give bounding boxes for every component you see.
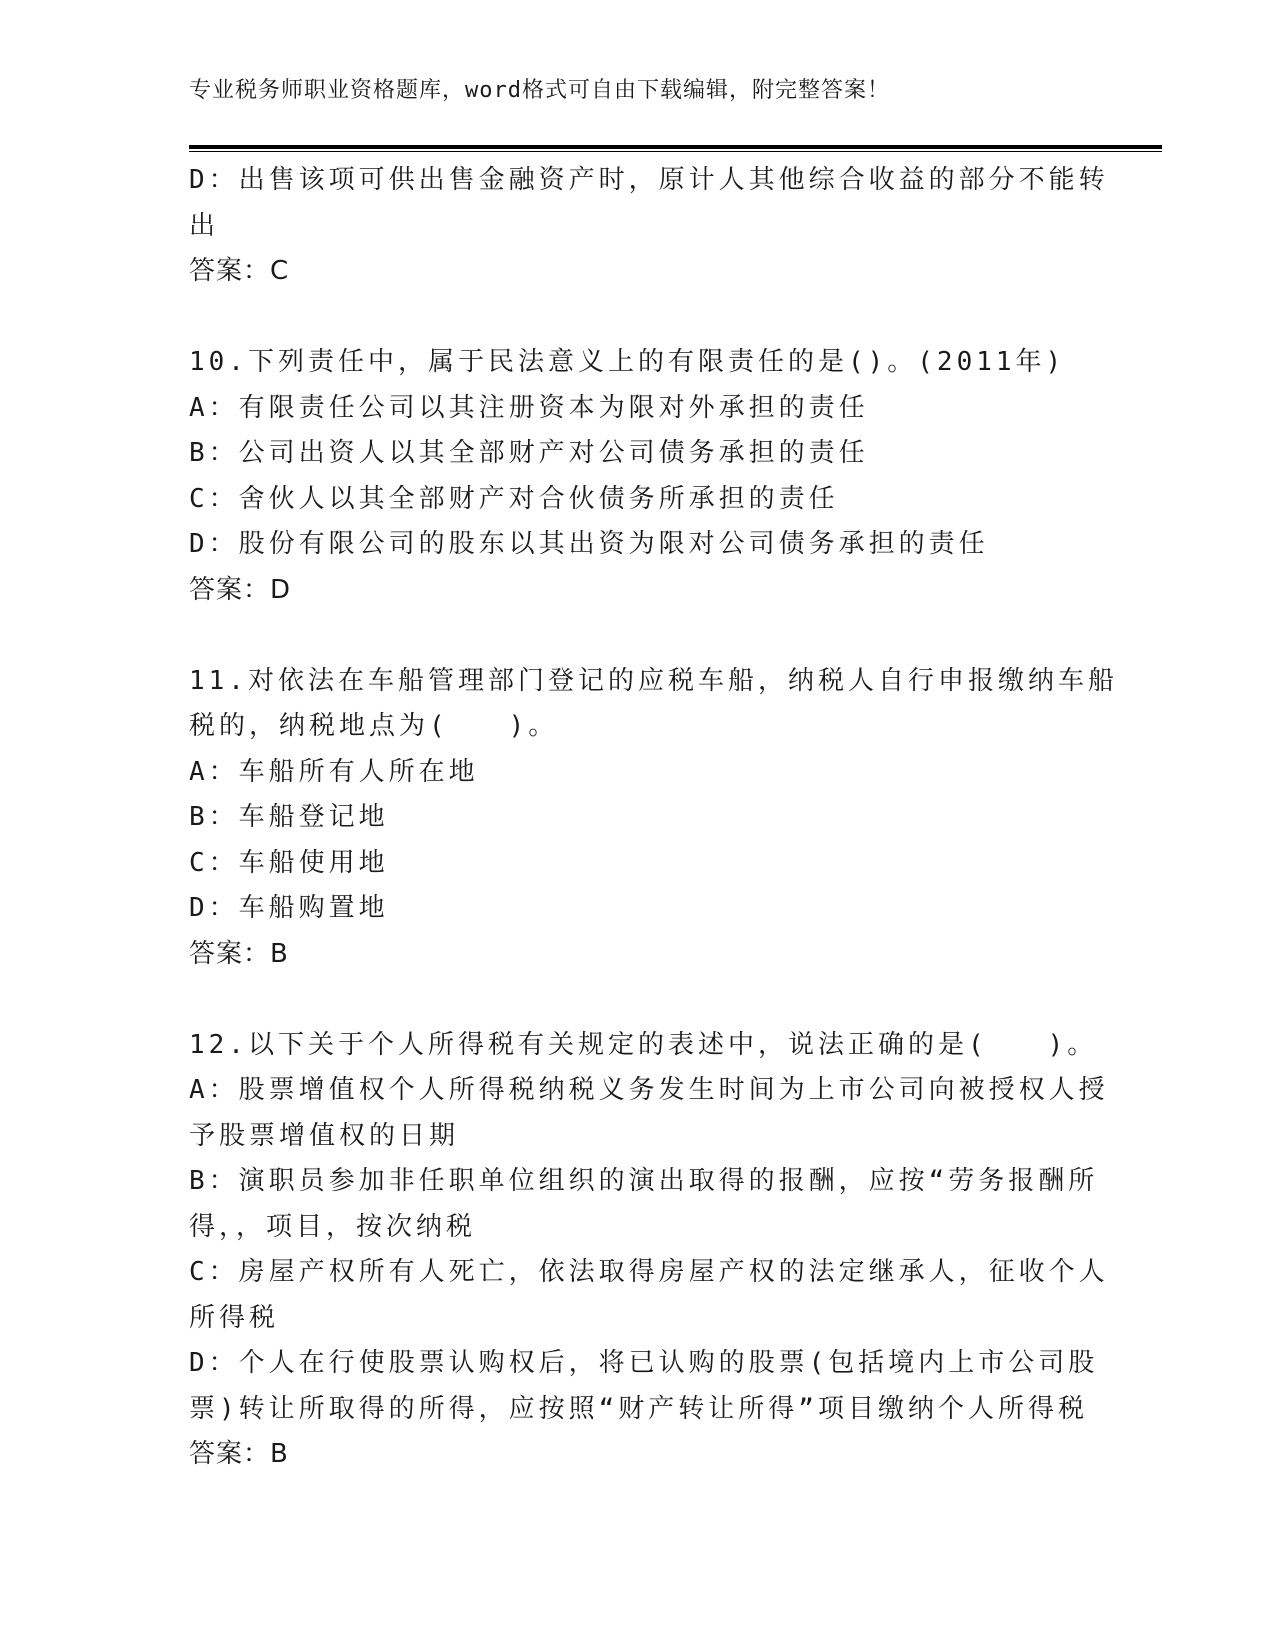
question-12	[189, 1023, 1109, 1478]
header-rule-thick	[189, 145, 1162, 149]
option-d-line-1: D：个人在行使股票认购权后，将已认购的股票(包括境内上市公司股	[189, 1348, 1099, 1378]
option-a-line-1: A：股票增值权个人所得税纳税义务发生时间为上市公司向被授权人授	[189, 1075, 1109, 1105]
question-stem: 10.下列责任中，属于民法意义上的有限责任的是()。(2011年)	[189, 347, 1066, 377]
question-stem: 12.以下关于个人所得税有关规定的表述中，说法正确的是( )。	[189, 1029, 1098, 1060]
answer-label: 答案：D	[189, 574, 292, 605]
document-body	[189, 158, 1118, 1478]
option-b-line-2: 得，，项目，按次纳税	[189, 1211, 477, 1242]
option-a: A：有限责任公司以其注册资本为限对外承担的责任	[189, 392, 869, 423]
option-c: C：车船使用地	[189, 847, 389, 878]
option-b: B：车船登记地	[189, 802, 389, 832]
question-10	[189, 340, 1089, 613]
header-rule-thin	[189, 151, 1162, 152]
spacer	[189, 295, 1089, 341]
option-c-line-1: C：房屋产权所有人死亡，依法取得房屋产权的法定继承人，征收个人	[189, 1257, 1109, 1287]
option-d-line-2: 票)转让所取得的所得，应按照“财产转让所得”项目缴纳个人所得税	[189, 1393, 1088, 1424]
option-b-line-1: B：演职员参加非任职单位组织的演出取得的报酬，应按“劳务报酬所	[189, 1166, 1099, 1196]
option-b: B：公司出资人以其全部财产对公司债务承担的责任	[189, 438, 869, 468]
option-c: C：舍伙人以其全部财产对合伙债务所承担的责任	[189, 483, 839, 514]
option-d-line-1: D：出售该项可供出售金融资产时，原计人其他综合收益的部分不能转	[189, 165, 1109, 195]
option-d: D：股份有限公司的股东以其出资为限对公司债务承担的责任	[189, 529, 989, 559]
spacer	[189, 613, 1089, 659]
question-stem-line-2: 税的，纳税地点为( )。	[189, 711, 559, 741]
spacer	[189, 977, 1089, 1023]
question-stem-line-1: 11.对依法在车船管理部门登记的应税车船，纳税人自行申报缴纳车船	[189, 665, 1118, 696]
answer-label: 答案：C	[189, 256, 290, 286]
answer-label: 答案：B	[189, 1439, 289, 1469]
page-header: 专业税务师职业资格题库，word格式可自由下载编辑，附完整答案！	[189, 78, 890, 103]
question-11	[189, 659, 1118, 978]
option-d-line-2: 出	[189, 210, 220, 241]
option-a-line-2: 予股票增值权的日期	[189, 1120, 460, 1151]
option-a: A：车船所有人所在地	[189, 756, 479, 787]
answer-label: 答案：B	[189, 938, 289, 969]
option-d: D：车船购置地	[189, 893, 389, 923]
question-9-tail	[189, 158, 1109, 295]
option-c-line-2: 所得税	[189, 1302, 280, 1333]
